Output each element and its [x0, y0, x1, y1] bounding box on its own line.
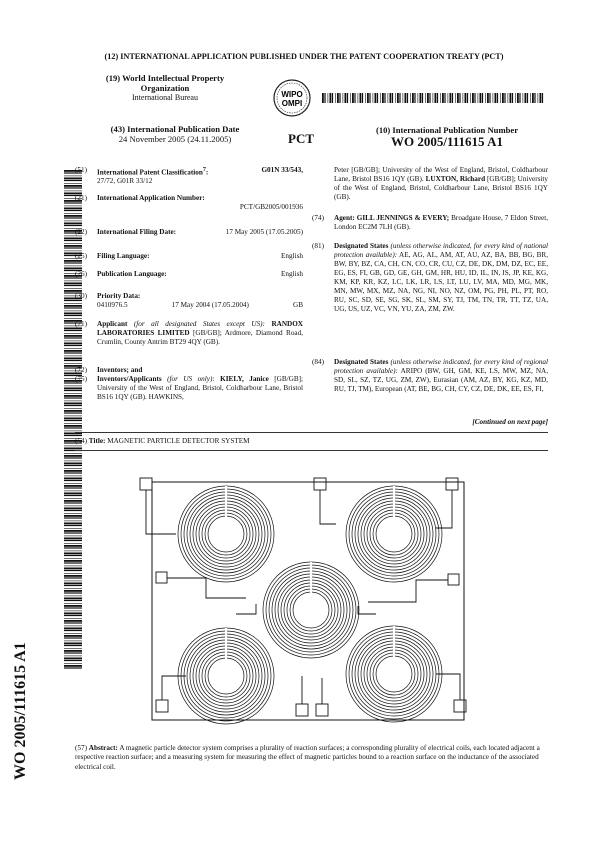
track — [320, 490, 336, 524]
treaty-line: (12) INTERNATIONAL APPLICATION PUBLISHED UNDER THE PATENT COOPERATION TREATY (PCT) — [104, 52, 504, 61]
org-name-1: World Intellectual Property — [122, 73, 225, 83]
priority-entry: (30) Priority Data: 0410976.5 17 May 2004 (17.05.2004) GB — [75, 292, 303, 309]
agent-entry: (74) Agent: GILL JENNINGS & EVERY; Broadgate House, 7 Eldon Street, London EC2M 7LH (GB). — [312, 214, 549, 231]
track — [146, 490, 176, 534]
filing-language-entry: (25) Filing Language: English — [75, 252, 303, 260]
track — [436, 674, 460, 700]
logo-text-1: WIPO — [281, 90, 303, 99]
contact-pad — [314, 478, 326, 490]
pct-label: PCT — [288, 131, 314, 146]
title-value: MAGNETIC PARTICLE DETECTOR SYSTEM — [107, 437, 250, 445]
continued-note: [Continued on next page] — [472, 418, 548, 426]
publication-language-value: English — [281, 270, 303, 278]
appnum-label: International Application Number: — [97, 194, 205, 202]
coil-array-figure — [136, 464, 480, 730]
vertical-barcode-icon — [64, 170, 82, 670]
track — [436, 490, 452, 528]
barcode-icon — [322, 93, 544, 103]
ipc-value-2: 27/72, G01R 33/12 — [97, 177, 153, 186]
contact-pad — [140, 478, 152, 490]
publication-date-block — [90, 124, 260, 144]
ipc-label: International Patent Classification — [97, 168, 203, 177]
pubdate-label: (43) International Publication Date — [110, 124, 240, 134]
coil — [346, 486, 442, 582]
inventors-continued: Peter [GB/GB]; University of the West of England, Bristol, Coldharbour Lane, Bristol BS16 1QY (GB). LUXTON, Richard [GB/GB]; University of the West of England, Bristol, Coldharbour Lane, Bristol BS16 1QY (GB). — [334, 166, 549, 201]
coils-group — [178, 486, 442, 724]
abstract: (57) Abstract: A magnetic particle detector system comprises a plurality of reaction surfaces; a corresponding plurality of electrical coils, each located adjacent a respective reaction surface; and a measuring system for measuring the effect of magnetic particles bound to a reaction surface on the inductance of the associated electrical coil. — [75, 744, 540, 771]
inventor-name: KIELY, Janice — [220, 375, 269, 383]
priority-country: GB — [293, 301, 303, 309]
org-bureau: International Bureau — [132, 93, 198, 102]
coil — [263, 562, 359, 658]
priority-label: Priority Data: — [97, 292, 141, 300]
wipo-logo-icon — [272, 78, 312, 118]
divider — [75, 450, 548, 451]
pubnum-label: (10) International Publication Number — [375, 125, 519, 135]
ipc-entry: (51) International Patent Classification$^7$: G01N 33/543, 27/72, G01R 33/12 — [75, 166, 303, 186]
agent-name: GILL JENNINGS & EVERY; — [356, 214, 450, 222]
filing-date-entry: (22) International Filing Date: 17 May 2005 (17.05.2005) — [75, 228, 303, 236]
designated-states-national: (81) Designated States (unless otherwise indicated, for every kind of national protection available): AE, AG, AL, AM, AT, AU, AZ, BA, BB, BG, BR, BW, BY, BZ, CA, CH, CN, CO, CR, CU, CZ, DE, DK, DM, DZ, EC, EE, EG, ES, FI, GB, GD, GE, GH, GM, HR, HU, ID, IL, IN, IS, JP, KE, KG, KM, KP, KR, KZ, LC, LK, LR, LS, LT, LU, LV, MA, MD, MG, MK, MN, MW, MX, MZ, NA, NG, NI, NO, NZ, OM, PG, PH, PL, PT, RO, RU, SC, SD, SE, SG, SK, SL, SM, SY, TJ, TM, TN, TR, TT, TZ, UA, UG, US, UZ, VC, VN, YU, ZA, ZM, ZW. — [312, 242, 548, 313]
publication-language-entry: (26) Publication Language: English — [75, 270, 303, 278]
org-code: (19) — [105, 73, 121, 83]
inventors-entry: (72) Inventors; and (75) Inventors/Applicants (for US only): KIELY, Janice [GB/GB]; University of the West of England, Bristol, Coldharbour Lane, Bristol BS16 1QY (GB). HAWKINS, — [75, 366, 303, 401]
applicant-label: Applicant — [97, 320, 128, 328]
contact-pad — [296, 704, 308, 716]
filing-label: International Filing Date: — [97, 228, 177, 236]
appnum-value: PCT/GB2005/001936 — [239, 203, 303, 211]
coil — [346, 626, 442, 722]
priority-date: 17 May 2004 (17.05.2004) — [171, 301, 249, 309]
org-name-2: Organization — [140, 83, 190, 93]
track — [358, 606, 376, 614]
contact-pad — [316, 704, 328, 716]
divider — [75, 432, 548, 433]
vertical-publication-number: WO 2005/111615 A1 — [12, 642, 29, 780]
abstract-text: A magnetic particle detector system comprises a plurality of reaction surfaces; a corresponding plurality of electrical coils, each located adjacent a respective reaction surface; and a measuring system for measuring the effect of magnetic particles bound to a reaction surface on the inductance of the associated electrical coil. — [75, 744, 540, 771]
coil — [178, 628, 274, 724]
contact-pad — [446, 478, 458, 490]
publication-number-block — [352, 124, 542, 148]
pubnum-value: WO 2005/111615 A1 — [391, 134, 503, 149]
priority-number: 0410976.5 — [97, 301, 128, 309]
applicant-entry: (71) Applicant (for all designated States except US): RANDOX LABORATORIES LIMITED [GB/GB]; Ardmore, Diamond Road, Crumlin, County Antrim BT29 4QY (GB). — [75, 320, 304, 346]
substrate-outline — [152, 482, 464, 720]
designated-states-regional: (84) Designated States (unless otherwise indicated, for every kind of regional protection available): ARIPO (BW, GH, GM, KE, LS, MW, MZ, NA, SD, SL, SZ, TZ, UG, ZM, ZW), Eurasian (AM, AZ, BY, KG, KZ, MD, RU, TJ, TM), European (AT, BE, BG, CH, CY, CZ, DE, DK, EE, ES, FI, — [312, 358, 549, 393]
organization-block — [100, 73, 230, 103]
application-number-entry: (21) International Application Number: PCT/GB2005/001936 — [75, 194, 303, 211]
filing-value: 17 May 2005 (17.05.2005) — [225, 228, 303, 236]
applicant-name: RANDOX LABORATORIES LIMITED — [97, 320, 303, 337]
ipc-value: G01N 33/543, — [261, 166, 303, 174]
title-entry: (54) Title: MAGNETIC PARTICLE DETECTOR SYSTEM — [75, 437, 250, 445]
contact-pad — [156, 700, 168, 712]
contact-pad — [448, 574, 459, 585]
filing-language-label: Filing Language: — [97, 252, 150, 260]
publication-language-label: Publication Language: — [97, 270, 167, 278]
coil — [178, 486, 274, 582]
filing-language-value: English — [281, 252, 303, 260]
track — [368, 580, 448, 602]
pubdate-value: 24 November 2005 (24.11.2005) — [118, 134, 232, 144]
contact-pad — [156, 572, 167, 583]
logo-text-2: OMPI — [281, 99, 303, 108]
track — [236, 604, 256, 614]
